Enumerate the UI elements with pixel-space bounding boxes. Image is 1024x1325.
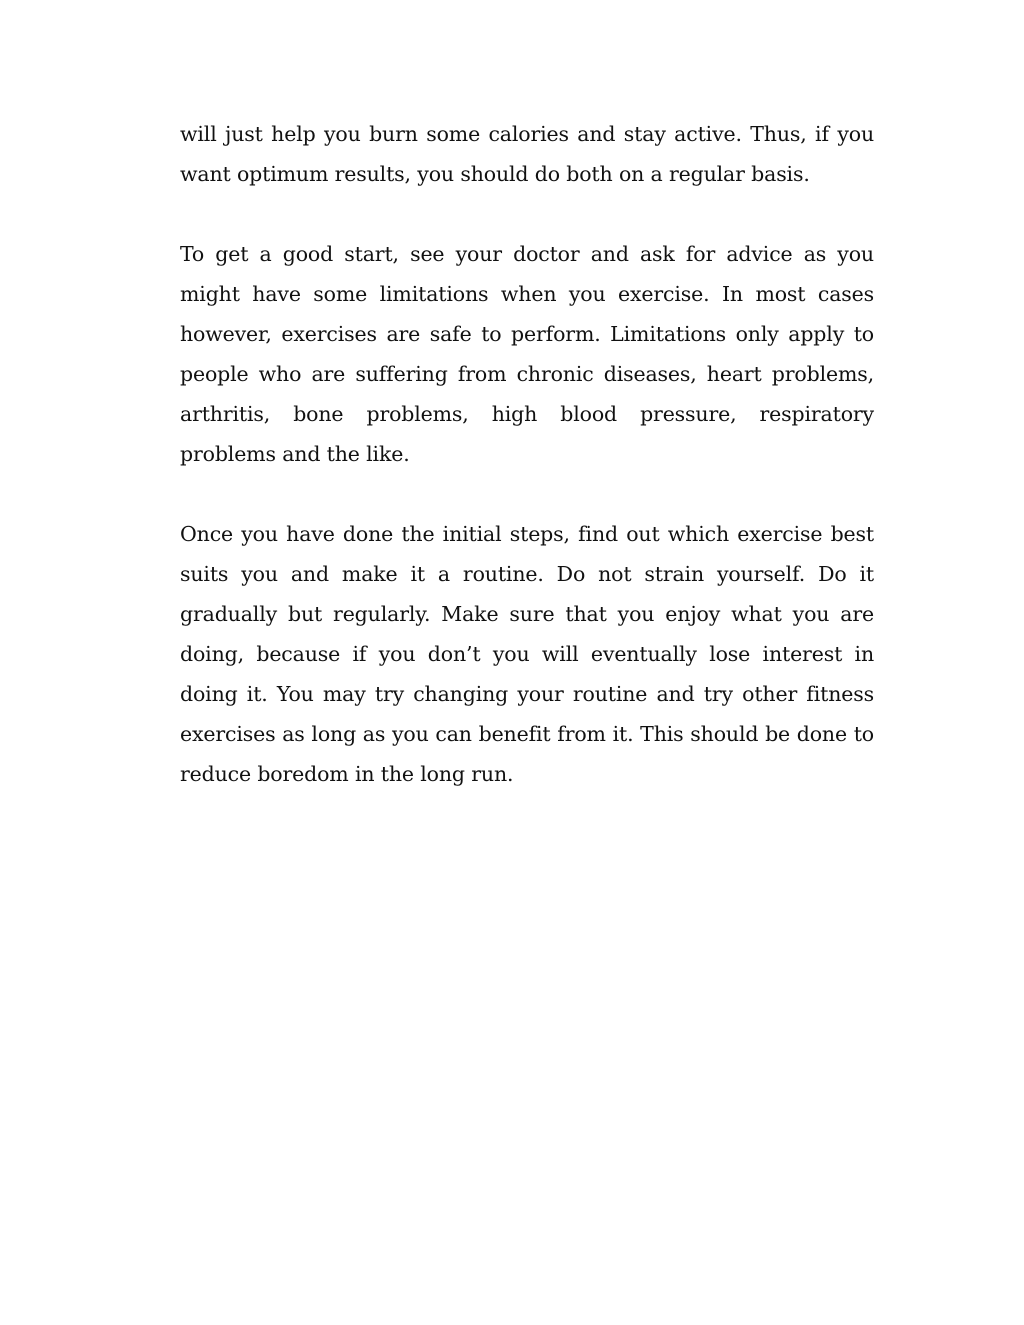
paragraph-2: To get a good start, see your doctor and ask for advice as you might have some limitations when you exercise. In most cases however, exercises are safe to perform. Limitations only apply to people who are suffering from chronic diseases, heart problems, arthritis, bone problems, high blood pressure, respiratory problems and the like.	[180, 242, 874, 466]
paragraph-3: Once you have done the initial steps, find out which exercise best suits you and make it a routine. Do not strain yourself. Do it gradually but regularly. Make sure that you enjoy what you are doing, because if you don’t you will eventually lose interest in doing it. You may try changing your routine and try other fitness exercises as long as you can benefit from it. This should be done to reduce boredom in the long run.	[180, 522, 874, 786]
paragraph-1: will just help you burn some calories and stay active. Thus, if you want optimum results, you should do both on a regular basis.	[180, 122, 874, 186]
document-body	[180, 114, 874, 794]
